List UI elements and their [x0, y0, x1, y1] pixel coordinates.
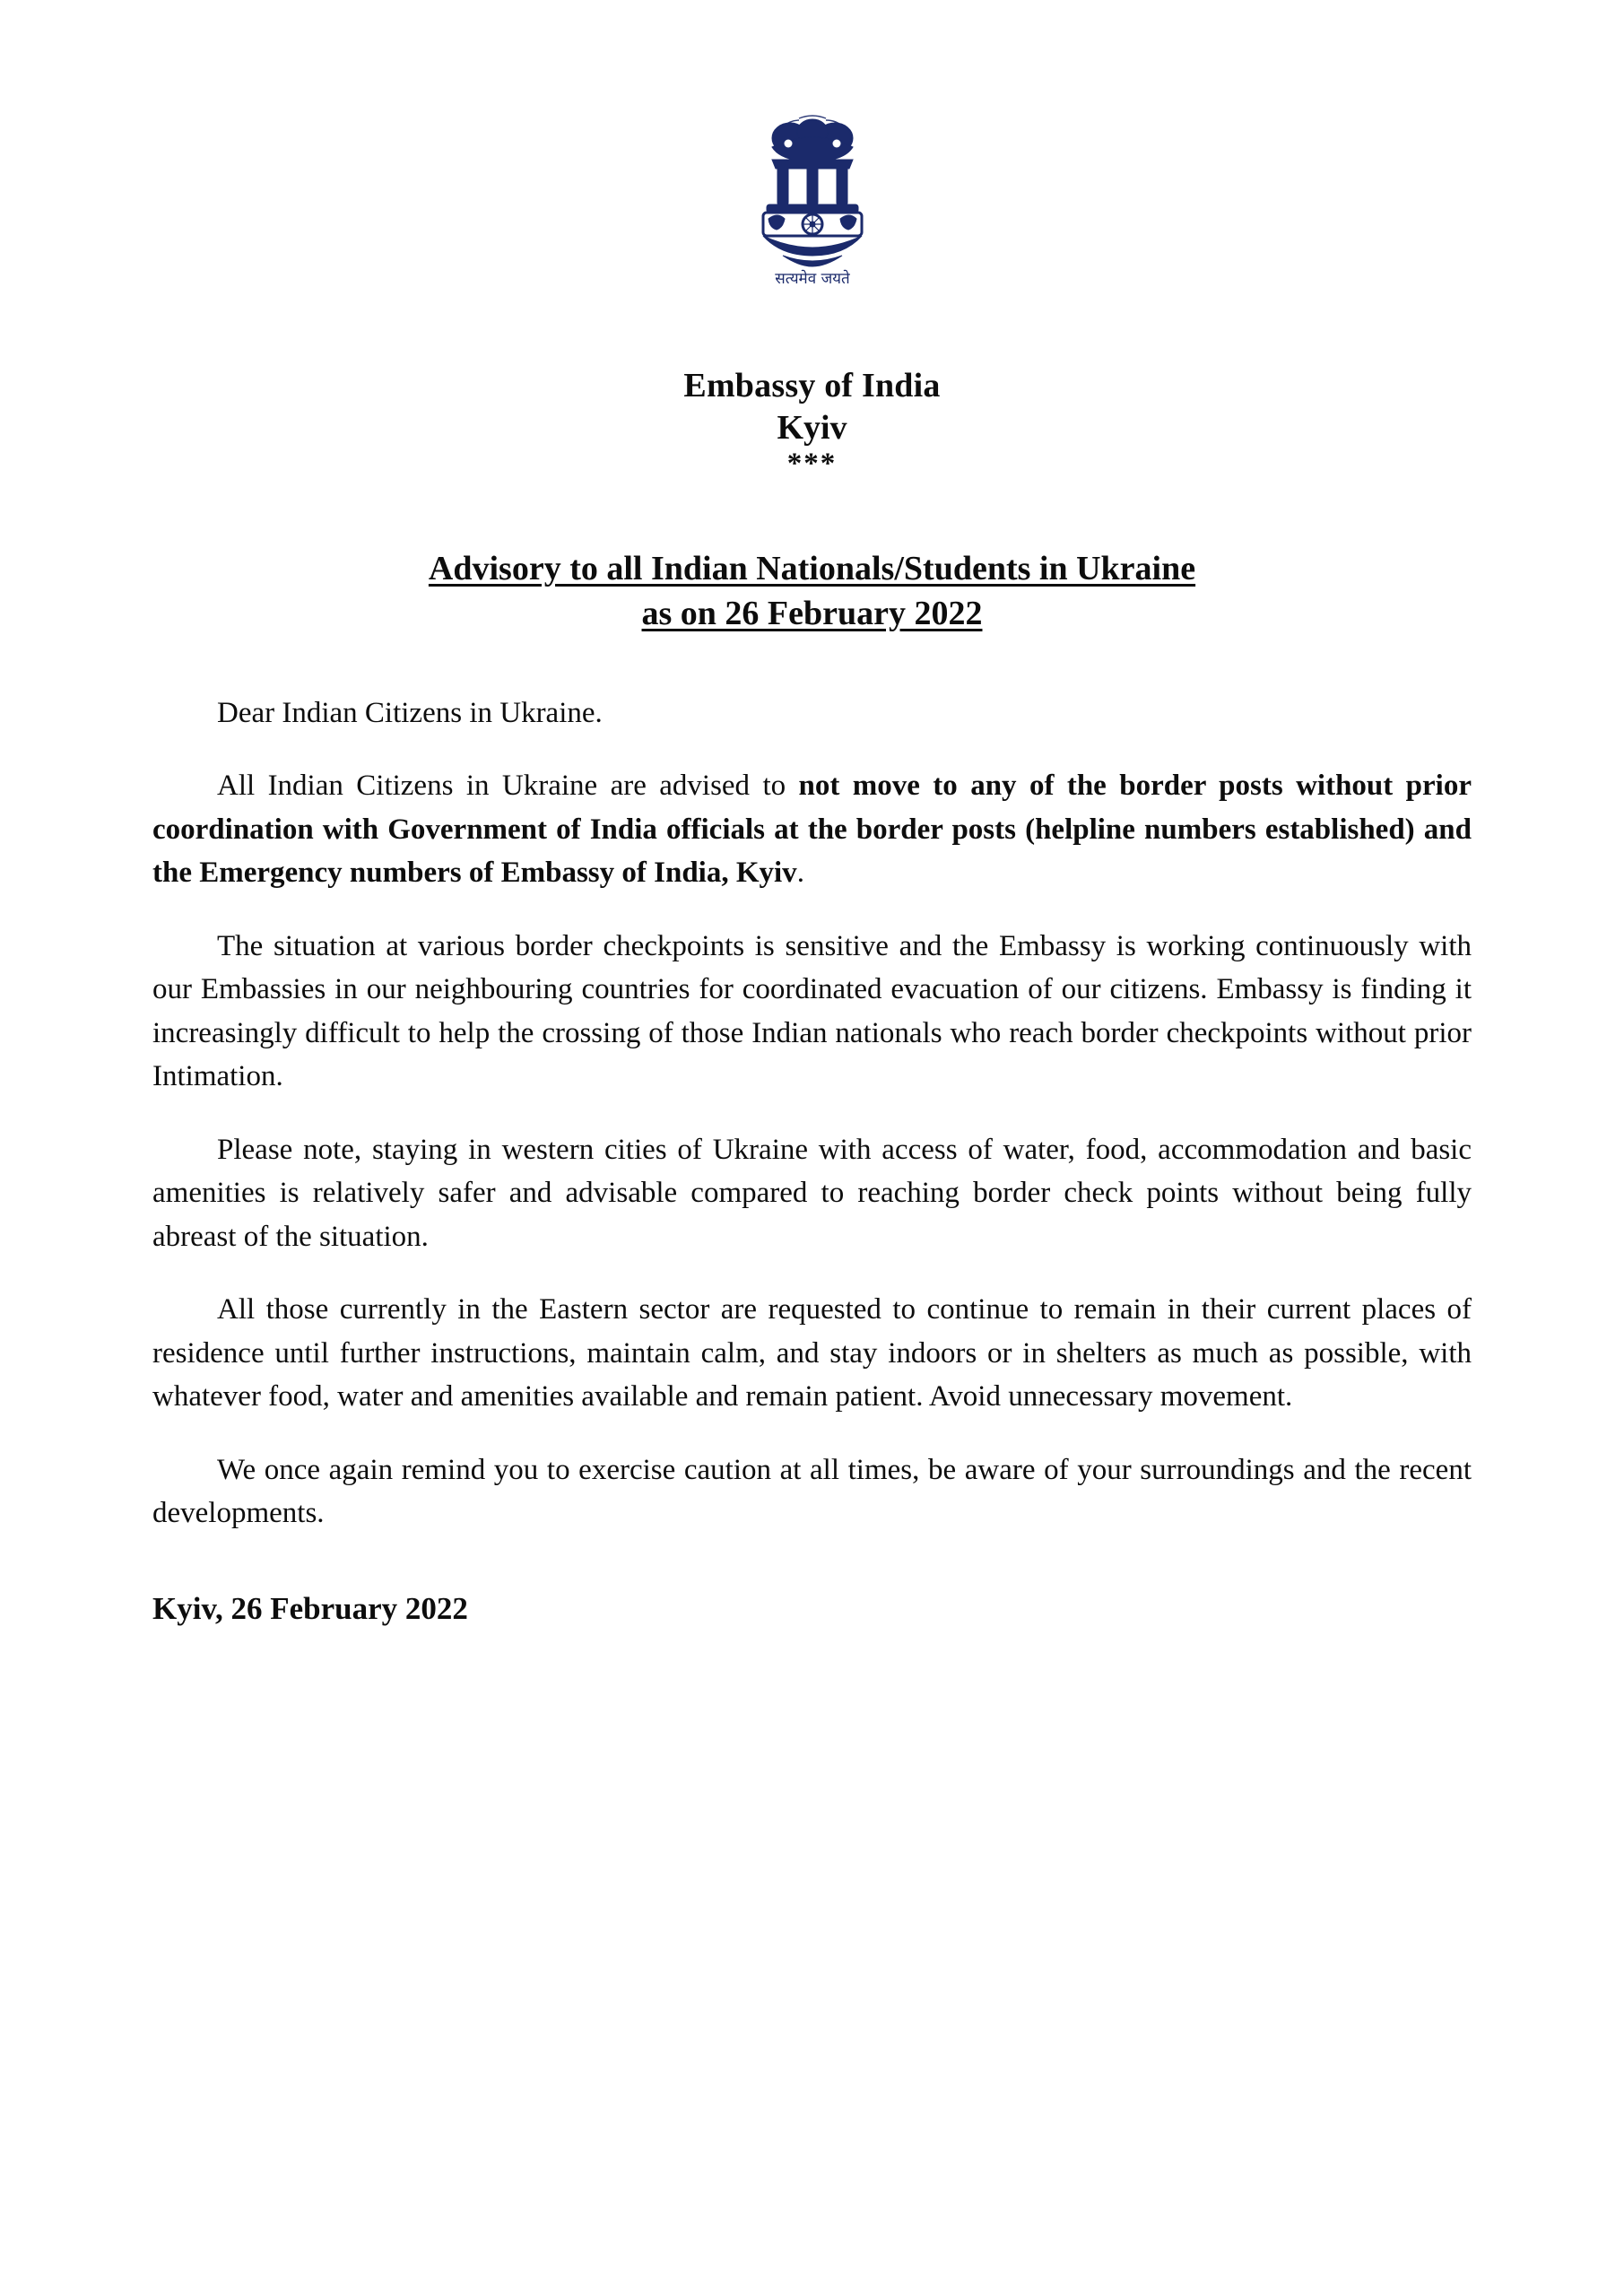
document-body [152, 691, 1472, 1535]
advisory-paragraph [152, 764, 1472, 895]
emblem-container [152, 108, 1472, 327]
signoff-line: Kyiv, 26 February 2022 [152, 1590, 468, 1626]
letterhead [152, 365, 1472, 483]
title-line-2: as on 26 February 2022 [641, 594, 983, 632]
advisory-bold-text: not move to any of the border posts without prior coordination with Government of India officials at the border posts (helpline numbers established) and the Emergency numbers of Embassy of India, Kyiv [152, 770, 1472, 890]
page-title [152, 547, 1472, 636]
organisation-city: Kyiv [777, 409, 847, 448]
advisory-tail-text: . [796, 857, 804, 890]
emblem-motto-text: सत्यमेव जयते [774, 270, 850, 288]
title-line-1: Advisory to all Indian Nationals/Students in Ukraine [428, 550, 1196, 588]
header-separator: *** [786, 448, 838, 481]
caution-paragraph: We once again remind you to exercise caution at all times, be aware of your surroundings and the recent developments. [152, 1453, 1472, 1530]
eastern-sector-paragraph: All those currently in the Eastern sector are requested to continue to remain in their current places of residence until further instructions, maintain calm, and stay indoors or in shelters as much as possible, with whatever food, water and amenities available and remain patient. Avoid unnecessary movement. [152, 1293, 1472, 1413]
situation-paragraph: The situation at various border checkpoints is sensitive and the Embassy is working continuously with our Embassies in our neighbouring countries for coordinated evacuation of our citizens. Embassy is finding it increasingly difficult to help the crossing of those Indian nationals who reach border checkpoints without prior Intimation. [152, 929, 1472, 1093]
western-cities-paragraph: Please note, staying in western cities of Ukraine with access of water, food, accommodation and basic amenities is relatively safer and advisable compared to reaching border check points without being fully abreast of the situation. [152, 1133, 1472, 1253]
salutation-paragraph: Dear Indian Citizens in Ukraine. [217, 696, 603, 729]
organisation-name: Embassy of India [683, 367, 941, 404]
india-state-emblem-icon [736, 108, 889, 323]
advisory-lead-text: All Indian Citizens in Ukraine are advised to [217, 770, 799, 803]
